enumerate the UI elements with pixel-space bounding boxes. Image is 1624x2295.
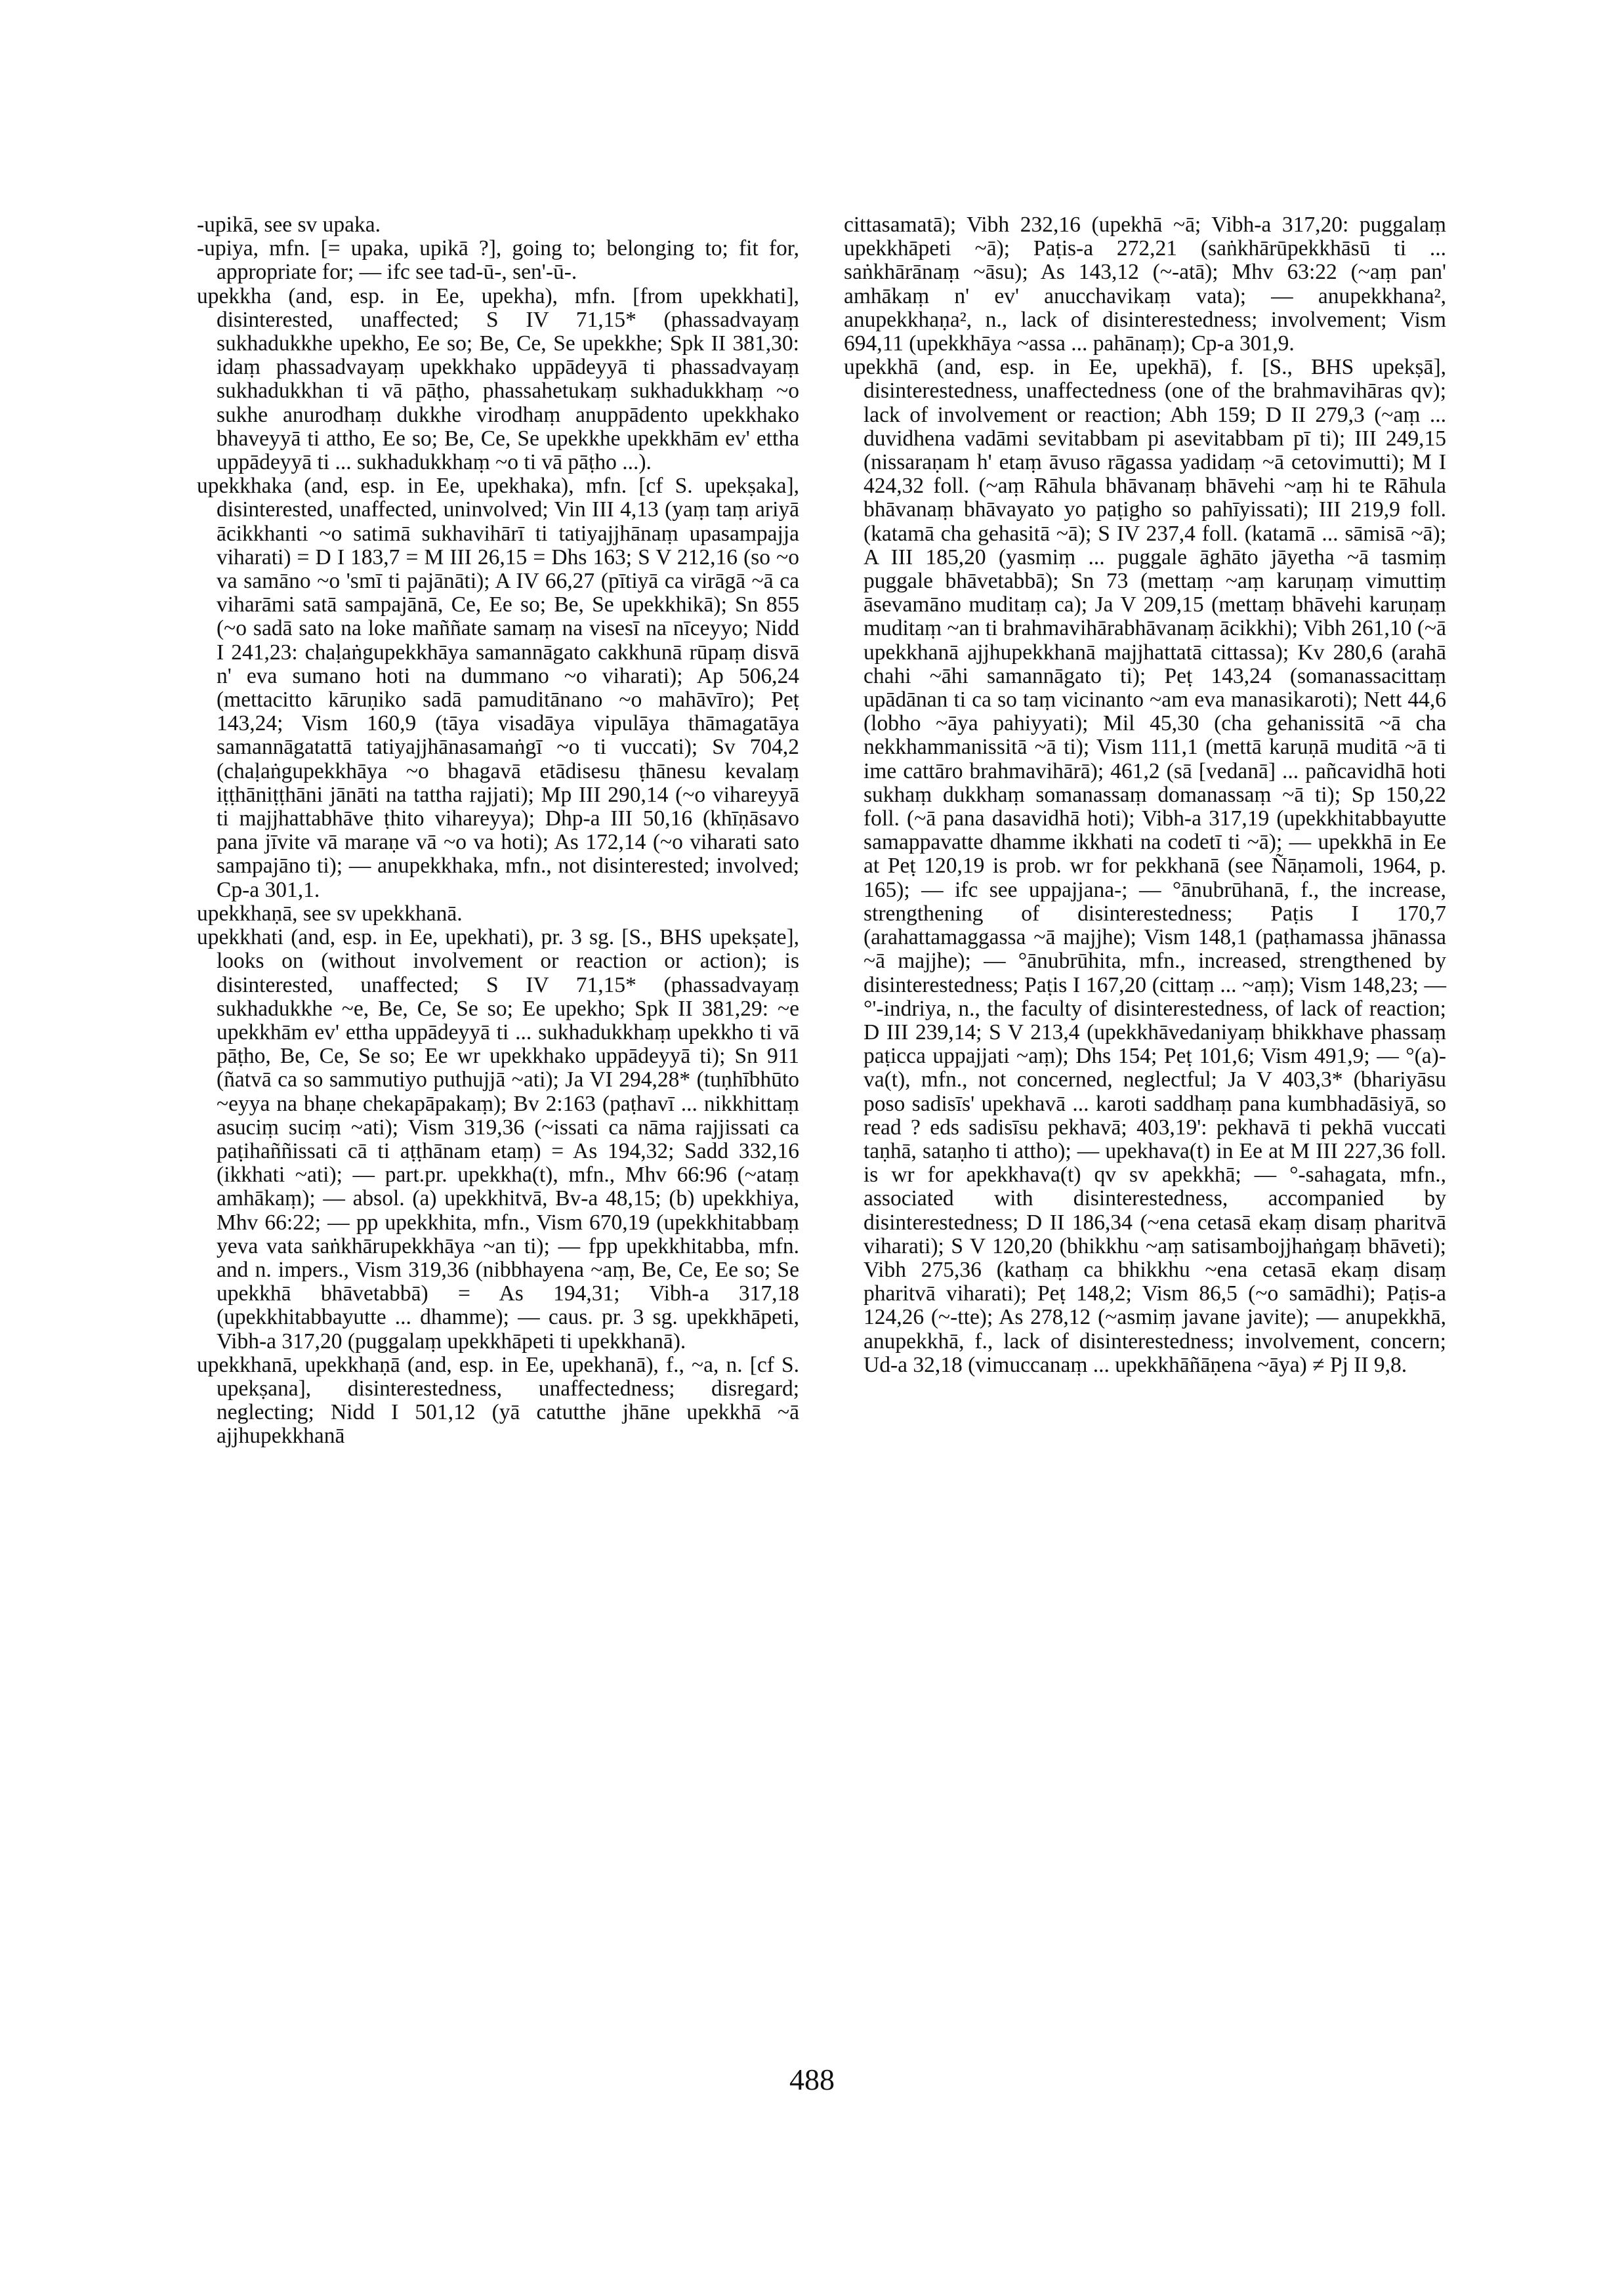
entry-upekkhana-crossref: upekkhaṇā, see sv upekkhanā.	[197, 901, 463, 926]
entry-upekkhaka: upekkhaka (and, esp. in Ee, upekhaka), mfn. [cf S. upekṣaka], disinterested, unaffected, uninvolved; Vin III 4,13 (yaṃ taṃ ariyā ācikkhanti ~o satimā sukhavihārī ti tatiyajjhānaṃ upasampajja viharati) = D I 183,7 = M III 26,15 = Dhs 163; S V 212,16 (so ~o va samāno ~o 'smī ti pajānāti); A IV 66,27 (pītiyā ca virāgā ~ā ca viharāmi satā sampajānā, Ce, Ee so; Be, Se upekkhikā); Sn 855 (~o sadā sato na loke maññate samaṃ na visesī na nīceyyo; Nidd I 241,23: chaḷaṅgupekkhāya samannāgato cakkhunā rūpaṃ disvā n' eva sumano hoti na dummano ~o viharati); Ap 506,24 (mettacitto kāruṇiko sadā pamuditānano ~o mahāvīro); Peṭ 143,24; Vism 160,9 (tāya visadāya vipulāya thāmagatāya samannāgatattā tatiyajjhānasamaṅgī ~o ti vuccati); Sv 704,2 (chaḷaṅgupekkhāya ~o bhagavā etādisesu ṭhānesu kevalaṃ iṭṭhāniṭṭhāni jānāti na tattha rajjati); Mp III 290,14 (~o vihareyyā ti majjhattabhāve ṭhito vihareyya); Dhp-a III 50,16 (khīṇāsavo pana jīvite vā maraṇe vā ~o va hoti); As 172,14 (~o viharati sato sampajāno ti); — anupekkhaka, mfn., not disinterested; involved; Cp-a 301,1.	[197, 474, 799, 902]
page-number: 488	[789, 2063, 835, 2096]
right-column	[844, 213, 1446, 1377]
entry-upekkhana-continued: cittasamatā); Vibh 232,16 (upekhā ~ā; Vibh-a 317,20: puggalaṃ upekkhāpeti ~ā); Paṭis-a 272,21 (saṅkhārūpekkhāsū ti ... saṅkhārānaṃ ~āsu); As 143,12 (~-atā); Mhv 63:22 (~aṃ pan' amhākaṃ n' ev' anucchavikaṃ vata); — anupekkhana², anupekkhaṇa², n., lack of disinterestedness; involvement; Vism 694,11 (upekkhāya ~assa ... pahānaṃ); Cp-a 301,9.	[844, 213, 1446, 356]
entry-upekkha: upekkha (and, esp. in Ee, upekha), mfn. [from upekkhati], disinterested, unaffected; S IV 71,15* (phassadvayaṃ sukhadukkhe upekho, Ee so; Be, Ce, Se upekkhe; Spk II 381,30: idaṃ phassadvayaṃ upekkhako uppādeyyā ti phassadvayaṃ sukhadukkhan ti vā pāṭho, phassahetukaṃ sukhadukkhaṃ ~o sukhe anurodhaṃ dukkhe virodhaṃ anuppādento upekkhako bhaveyyā ti attho, Ee so; Be, Ce, Se upekkhe upekkhām ev' ettha uppādeyyā ti ... sukhadukkhaṃ ~o ti vā pāṭho ...).	[197, 283, 799, 475]
entry-upiya: -upiya, mfn. [= upaka, upikā ?], going to; belonging to; fit for, appropriate for; — ifc see tad-ū-, sen'-ū-.	[197, 236, 799, 285]
entry-upekkhati: upekkhati (and, esp. in Ee, upekhati), pr. 3 sg. [S., BHS upekṣate], looks on (without involvement or reaction or action); is disinterested, unaffected; S IV 71,15* (phassadvayaṃ sukhadukkhe ~e, Be, Ce, Se so; Ee upekho; Spk II 381,29: ~e upekkhām ev' ettha uppādeyyā ti ... sukhadukkhaṃ upekkho ti vā pāṭho, Be, Ce, Se so; Ee wr upekkhako uppādeyyā ti); Sn 911 (ñatvā ca so sammutiyo puthujjā ~ati); Ja VI 294,28* (tuṇhībhūto ~eyya na bhaṇe chekapāpakaṃ); Bv 2:163 (paṭhavī ... nikkhittaṃ asuciṃ suciṃ ~ati); Vism 319,36 (~issati ca nāma rajjissati ca paṭihaññissati cā ti aṭṭhānam etaṃ) = As 194,32; Sadd 332,16 (ikkhati ~ati); — part.pr. upekkha(t), mfn., Mhv 66:96 (~ataṃ amhākaṃ); — absol. (a) upekkhitvā, Bv-a 48,15; (b) upekkhiya, Mhv 66:22; — pp upekkhita, mfn., Vism 670,19 (upekkhitabbaṃ yeva vata saṅkhārupekkhāya ~an ti); — fpp upekkhitabba, mfn. and n. impers., Vism 319,36 (nibbhayena ~aṃ, Be, Ce, Ee so; Se upekkhā bhāvetabbā) = As 194,31; Vibh-a 317,18 (upekkhitabbayutte ... dhamme); — caus. pr. 3 sg. upekkhāpeti, Vibh-a 317,20 (puggalaṃ upekkhāpeti ti upekkhanā).	[197, 925, 799, 1354]
entry-upika: -upikā, see sv upaka.	[197, 213, 381, 237]
left-column	[197, 213, 799, 1449]
entry-upekkha-feminine: upekkhā (and, esp. in Ee, upekhā), f. [S., BHS upekṣā], disinterestedness, unaffectedness (one of the brahmavihāras qv); lack of involvement or reaction; Abh 159; D II 279,3 (~aṃ ... duvidhena vadāmi sevitabbam pi asevitabbam pī ti); III 249,15 (nissaraṇam h' etaṃ āvuso rāgassa yadidaṃ ~ā cetovimutti); M I 424,32 foll. (~aṃ Rāhula bhāvanaṃ bhāvehi ~aṃ hi te Rāhula bhāvanaṃ bhāvayato yo paṭigho so pahīyissati); III 219,9 foll. (katamā cha gehasitā ~ā); S IV 237,4 foll. (katamā ... sāmisā ~ā); A III 185,20 (yasmiṃ ... puggale āghāto jāyetha ~ā tasmiṃ puggale bhāvetabbā); Sn 73 (mettaṃ ~aṃ karuṇaṃ vimuttiṃ āsevamāno muditaṃ ca); Ja V 209,15 (mettaṃ bhāvehi karuṇaṃ muditaṃ ~an ti brahmavihārabhāvanaṃ ācikkhi); Vibh 261,10 (~ā upekkhanā ajjhupekkhanā majjhattatā cittassa); Kv 280,6 (arahā chahi ~āhi samannāgato ti); Peṭ 143,24 (somanassacittaṃ upādānan ti ca so taṃ vicinanto ~am eva manasikaroti); Nett 44,6 (lobho ~āya pahiyyati); Mil 45,30 (cha gehanissitā ~ā cha nekkhammanissitā ~ā ti); Vism 111,1 (mettā karuṇā muditā ~ā ti ime cattāro brahmavihārā); 461,2 (sā [vedanā] ... pañcavidhā hoti sukhaṃ dukkhaṃ somanassaṃ domanassaṃ ~ā ti); Sp 150,22 foll. (~ā pana dasavidhā hoti); Vibh-a 317,19 (upekkhitabbayutte samappavatte dhamme ikkhati na codetī ti ~ā); — upekkhā in Ee at Peṭ 120,19 is prob. wr for pekkhanā (see Ñāṇamoli, 1964, p. 165); — ifc see uppajjana-; — °ānubrūhanā, f., the increase, strengthening of disinterestedness; Paṭis I 170,7 (arahattamaggassa ~ā majjhe); Vism 148,1 (paṭhamassa jhānassa ~ā majjhe); — °ānubrūhita, mfn., increased, strengthened by disinterestedness; Paṭis I 167,20 (cittaṃ ... ~aṃ); Vism 148,23; — °'-indriya, n., the faculty of disinterestedness, of lack of reaction; D III 239,14; S V 213,4 (upekkhāvedaniyaṃ bhikkhave phassaṃ paṭicca uppajjati ~aṃ); Dhs 154; Peṭ 101,6; Vism 491,9; — °(a)-va(t), mfn., not concerned, neglectful; Ja V 403,3* (bhariyāsu poso sadisīs' upekhavā ... karoti saddhaṃ pana kumbhadāsiyā, so read ? eds sadisīsu pekhavā; 403,19': pekhavā ti pekhā vuccati taṇhā, sataṇho ti attho); — upekhava(t) in Ee at M III 227,36 foll. is wr for apekkhava(t) qv sv apekkhā; — °-sahagata, mfn., associated with disinterestedness, accompanied by disinterestedness; D II 186,34 (~ena cetasā ekaṃ disaṃ pharitvā viharati); S V 120,20 (bhikkhu ~aṃ satisambojjhaṅgaṃ bhāveti); Vibh 275,36 (kathaṃ ca bhikkhu ~ena cetasā ekaṃ disaṃ pharitvā viharati); Peṭ 148,2; Vism 86,5 (~o samādhi); Paṭis-a 124,26 (~-tte); As 278,12 (~asmiṃ javane javite); — anupekkhā, anupekkhā, f., lack of disinterestedness; involvement, concern; Ud-a 32,18 (vimuccanaṃ ... upekkhāñāṇena ~āya) ≠ Pj II 9,8.	[844, 355, 1446, 1377]
entry-upekkhana: upekkhanā, upekkhaṇā (and, esp. in Ee, upekhanā), f., ~a, n. [cf S. upekṣana], disinterestedness, unaffectedness; disregard; neglecting; Nidd I 501,12 (yā catutthe jhāne upekkhā ~ā ajjhupekkhanā	[197, 1352, 799, 1449]
